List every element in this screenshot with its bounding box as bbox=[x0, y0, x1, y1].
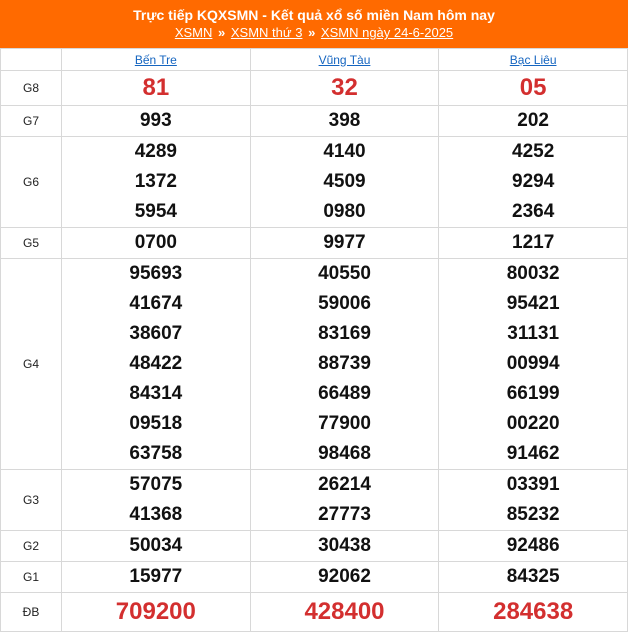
result-cell bbox=[62, 228, 251, 259]
result-number: 993 bbox=[139, 110, 172, 131]
result-number: 83169 bbox=[318, 323, 371, 344]
result-number: 41674 bbox=[129, 293, 183, 314]
result-number: 95693 bbox=[129, 263, 183, 284]
result-number: 50034 bbox=[129, 535, 183, 556]
result-cell bbox=[250, 593, 439, 632]
breadcrumb-xsmn-date[interactable]: XSMN ngày 24-6-2025 bbox=[320, 25, 454, 40]
result-number: 66199 bbox=[506, 383, 560, 404]
result-number: 398 bbox=[328, 110, 361, 131]
result-number: 31131 bbox=[507, 323, 560, 344]
table-row bbox=[1, 228, 628, 259]
result-number: 92062 bbox=[318, 566, 371, 587]
prize-label: G7 bbox=[1, 106, 62, 137]
result-number: 15977 bbox=[129, 566, 183, 587]
result-number: 57075 bbox=[129, 474, 183, 495]
table-row bbox=[1, 562, 628, 593]
table-header-row bbox=[1, 49, 628, 71]
result-cell bbox=[250, 259, 439, 470]
result-cell bbox=[62, 71, 251, 106]
table-row bbox=[1, 137, 628, 228]
result-number: 4252 bbox=[512, 141, 555, 162]
province-link-vung-tau[interactable]: Vũng Tàu bbox=[318, 52, 371, 67]
province-link-bac-lieu[interactable]: Bạc Liêu bbox=[509, 52, 557, 67]
result-number: 59006 bbox=[318, 293, 371, 314]
result-number: 41368 bbox=[129, 504, 183, 525]
result-cell bbox=[439, 470, 628, 531]
breadcrumb-separator: » bbox=[308, 25, 316, 40]
result-number: 03391 bbox=[506, 474, 560, 495]
result-number: 30438 bbox=[318, 535, 371, 556]
table-row bbox=[1, 531, 628, 562]
result-number: 428400 bbox=[304, 598, 385, 625]
result-cell bbox=[250, 531, 439, 562]
result-number: 00220 bbox=[506, 413, 560, 434]
result-number: 284638 bbox=[493, 598, 574, 625]
result-number: 709200 bbox=[115, 598, 196, 625]
result-number: 4140 bbox=[323, 141, 366, 162]
prize-label: G8 bbox=[1, 71, 62, 106]
result-number: 27773 bbox=[318, 504, 371, 525]
result-cell bbox=[250, 228, 439, 259]
prize-label: G3 bbox=[1, 470, 62, 531]
result-number: 95421 bbox=[506, 293, 560, 314]
result-number: 4509 bbox=[323, 171, 366, 192]
column-header-ben-tre bbox=[62, 49, 251, 71]
result-number: 84325 bbox=[506, 566, 560, 587]
result-number: 80032 bbox=[506, 263, 560, 284]
prize-label: G2 bbox=[1, 531, 62, 562]
page-header bbox=[0, 0, 628, 48]
result-cell bbox=[439, 137, 628, 228]
result-cell bbox=[62, 259, 251, 470]
result-number: 85232 bbox=[506, 504, 560, 525]
result-number: 92486 bbox=[506, 535, 560, 556]
result-cell bbox=[62, 106, 251, 137]
province-link-ben-tre[interactable]: Bến Tre bbox=[134, 52, 177, 67]
prize-label: G6 bbox=[1, 137, 62, 228]
result-number: 81 bbox=[142, 74, 170, 101]
result-number: 4289 bbox=[134, 141, 177, 162]
table-row bbox=[1, 593, 628, 632]
result-number: 40550 bbox=[318, 263, 371, 284]
result-cell bbox=[250, 106, 439, 137]
result-number: 48422 bbox=[129, 353, 183, 374]
result-number: 84314 bbox=[129, 383, 183, 404]
table-row bbox=[1, 259, 628, 470]
breadcrumb-xsmn-thu-3[interactable]: XSMN thứ 3 bbox=[230, 25, 303, 40]
result-cell bbox=[250, 562, 439, 593]
result-cell bbox=[439, 531, 628, 562]
result-cell bbox=[62, 593, 251, 632]
column-header-bac-lieu bbox=[439, 49, 628, 71]
breadcrumb-separator: » bbox=[218, 25, 226, 40]
result-cell bbox=[62, 470, 251, 531]
result-number: 91462 bbox=[506, 443, 560, 464]
result-cell bbox=[439, 259, 628, 470]
result-cell bbox=[250, 470, 439, 531]
result-number: 88739 bbox=[318, 353, 371, 374]
result-cell bbox=[439, 71, 628, 106]
result-number: 1372 bbox=[134, 171, 177, 192]
result-cell bbox=[250, 137, 439, 228]
result-number: 0980 bbox=[323, 201, 366, 222]
result-number: 5954 bbox=[134, 201, 177, 222]
result-number: 26214 bbox=[318, 474, 371, 495]
result-cell bbox=[439, 228, 628, 259]
table-row bbox=[1, 470, 628, 531]
prize-label: G1 bbox=[1, 562, 62, 593]
result-number: 2364 bbox=[512, 201, 555, 222]
result-cell bbox=[250, 71, 439, 106]
result-number: 32 bbox=[331, 74, 358, 101]
result-cell bbox=[62, 562, 251, 593]
result-number: 09518 bbox=[129, 413, 183, 434]
result-cell bbox=[439, 562, 628, 593]
result-cell bbox=[439, 106, 628, 137]
result-number: 63758 bbox=[129, 443, 183, 464]
results-body bbox=[1, 71, 628, 632]
result-number: 9294 bbox=[512, 171, 555, 192]
breadcrumb bbox=[0, 24, 628, 42]
result-number: 77900 bbox=[318, 413, 371, 434]
result-cell bbox=[62, 137, 251, 228]
result-number: 0700 bbox=[134, 232, 177, 253]
prize-label: G4 bbox=[1, 259, 62, 470]
result-number: 98468 bbox=[318, 443, 371, 464]
result-cell bbox=[439, 593, 628, 632]
result-number: 38607 bbox=[129, 323, 183, 344]
result-number: 202 bbox=[517, 110, 549, 131]
prize-column-header bbox=[1, 49, 62, 71]
prize-label: G5 bbox=[1, 228, 62, 259]
results-table bbox=[0, 48, 628, 632]
result-cell bbox=[62, 531, 251, 562]
breadcrumb-xsmn[interactable]: XSMN bbox=[174, 25, 213, 40]
page-title: Trực tiếp KQXSMN - Kết quả xổ số miền Nam hôm nay bbox=[133, 7, 495, 23]
table-row bbox=[1, 71, 628, 106]
prize-label: ĐB bbox=[1, 593, 62, 632]
result-number: 9977 bbox=[323, 232, 366, 253]
result-number: 05 bbox=[519, 74, 547, 101]
column-header-vung-tau bbox=[250, 49, 439, 71]
result-number: 1217 bbox=[512, 232, 555, 253]
result-number: 66489 bbox=[318, 383, 371, 404]
table-row bbox=[1, 106, 628, 137]
result-number: 00994 bbox=[506, 353, 560, 374]
